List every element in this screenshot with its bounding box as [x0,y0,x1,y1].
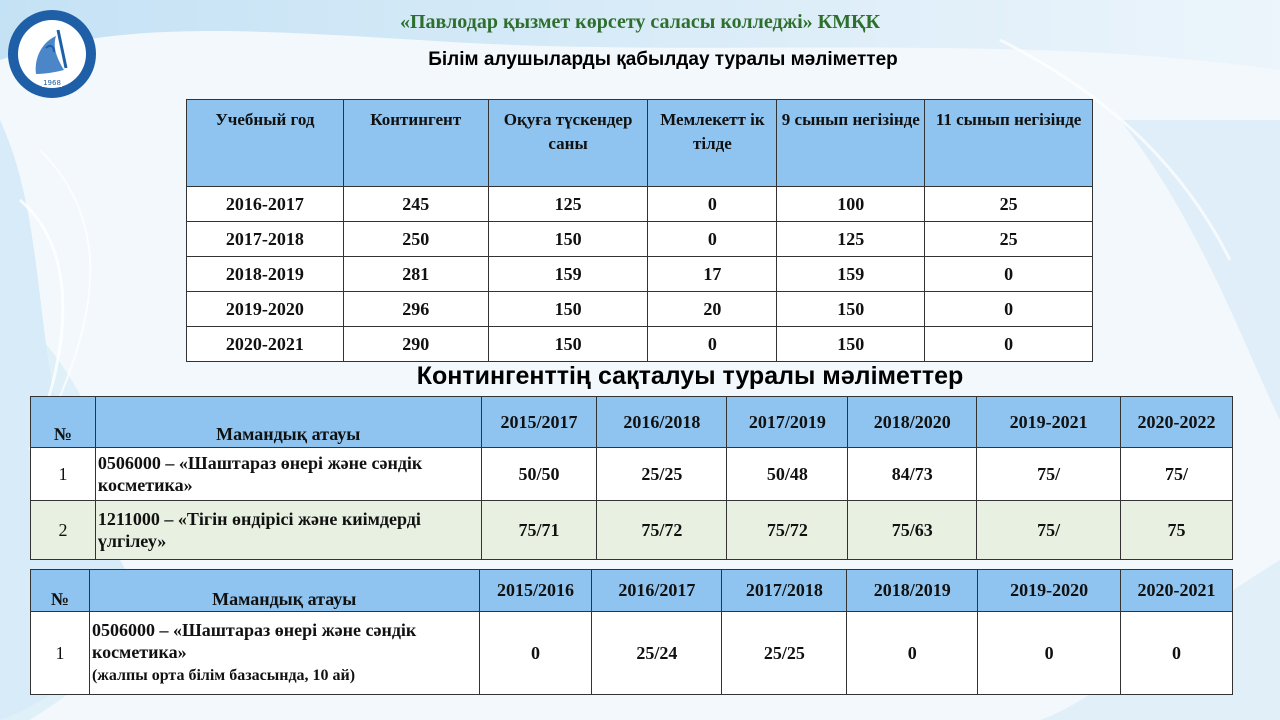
col-header: № [31,570,90,612]
logo-year: 1968 [43,79,61,87]
table-cell: 1 [31,448,96,501]
col-header: 2015/2017 [481,397,597,448]
table-cell: 0 [648,222,777,257]
col-header: 2015/2016 [479,570,592,612]
table-cell: 25 [925,187,1093,222]
table-cell: 25/24 [592,612,722,695]
table-cell: 150 [777,327,925,362]
table-cell: 25/25 [722,612,847,695]
table-cell: 2016-2017 [187,187,344,222]
table-cell: 150 [488,327,648,362]
table-cell: 50/48 [727,448,848,501]
table-cell: 2018-2019 [187,257,344,292]
retention-table [30,396,1233,560]
table-cell: 84/73 [848,448,977,501]
table-cell: 0 [648,187,777,222]
admission-title: Білім алушыларды қабылдау туралы мәліметтер [428,49,898,70]
table-row [187,222,1093,257]
table-cell: 150 [488,292,648,327]
table-cell: 2 [31,501,96,560]
col-header: 2016/2017 [592,570,722,612]
admission-table [186,99,1093,362]
retention2-header-row [31,570,1233,612]
specialty-cell [89,612,479,695]
table-cell: 125 [488,187,648,222]
col-header: Учебный год [187,100,344,187]
table-cell: 17 [648,257,777,292]
col-header: Мемлекетт ік тілде [648,100,777,187]
table-cell: 125 [777,222,925,257]
table-cell: 75/ [977,448,1121,501]
table-row [187,257,1093,292]
retention-header-row [31,397,1233,448]
table-row [187,327,1093,362]
table-cell: 1 [31,612,90,695]
table-cell: 75/ [1121,448,1233,501]
table-cell: 0 [925,292,1093,327]
table-row [31,501,1233,560]
col-header: 2018/2019 [847,570,978,612]
table-cell: 75/72 [597,501,727,560]
table-cell: 2017-2018 [187,222,344,257]
admission-header-row [187,100,1093,187]
table-cell: 0 [648,327,777,362]
table-cell: 245 [343,187,488,222]
table-cell: 20 [648,292,777,327]
table-row [31,448,1233,501]
col-header: 11 сынып негізінде [925,100,1093,187]
col-header: Мамандық атауы [89,570,479,612]
table-row [187,292,1093,327]
table-cell: 75/71 [481,501,597,560]
table-cell: 0506000 – «Шаштараз өнері және сәндік косметика» [95,448,481,501]
col-header: Контингент [343,100,488,187]
table-cell: 75/ [977,501,1121,560]
table-cell: 159 [777,257,925,292]
table-cell: 75/63 [848,501,977,560]
table-cell: 75/72 [727,501,848,560]
table-cell: 0 [925,327,1093,362]
col-header: 2019-2020 [978,570,1121,612]
table-cell: 25/25 [597,448,727,501]
table-cell: 150 [488,222,648,257]
col-header: 2020-2022 [1121,397,1233,448]
col-header: 2018/2020 [848,397,977,448]
specialty-note: (жалпы орта білім базасында, 10 ай) [91,667,356,684]
col-header: 2016/2018 [597,397,727,448]
col-header: 2019-2021 [977,397,1121,448]
table-cell: 0 [847,612,978,695]
table-cell: 2020-2021 [187,327,344,362]
retention-title: Контингенттің сақталуы туралы мәліметтер [416,362,964,390]
col-header: № [31,397,96,448]
specialty-name: 0506000 – «Шаштараз өнері және сәндік косметика» [91,620,417,662]
col-header: 2017/2018 [722,570,847,612]
table-cell: 0 [1121,612,1233,695]
col-header: 2020-2021 [1121,570,1233,612]
table-cell: 100 [777,187,925,222]
table-cell: 2019-2020 [187,292,344,327]
table-cell: 159 [488,257,648,292]
table-cell: 0 [479,612,592,695]
table-cell: 50/50 [481,448,597,501]
table-cell: 25 [925,222,1093,257]
table-row [31,612,1233,695]
table-cell: 290 [343,327,488,362]
college-name: «Павлодар қызмет көрсету саласы колледжі» КМҚК [399,11,881,33]
col-header: Мамандық атауы [95,397,481,448]
table-cell: 150 [777,292,925,327]
col-header: 2017/2019 [727,397,848,448]
table-cell: 0 [978,612,1121,695]
table-cell: 250 [343,222,488,257]
table-cell: 0 [925,257,1093,292]
table-cell: 296 [343,292,488,327]
table-cell: 281 [343,257,488,292]
retention-table-2 [30,569,1233,695]
col-header: Оқуға түскендер саны [488,100,648,187]
col-header: 9 сынып негізінде [777,100,925,187]
table-cell: 1211000 – «Тігін өндірісі және киімдерді үлгілеу» [95,501,481,560]
table-cell: 75 [1121,501,1233,560]
table-row [187,187,1093,222]
